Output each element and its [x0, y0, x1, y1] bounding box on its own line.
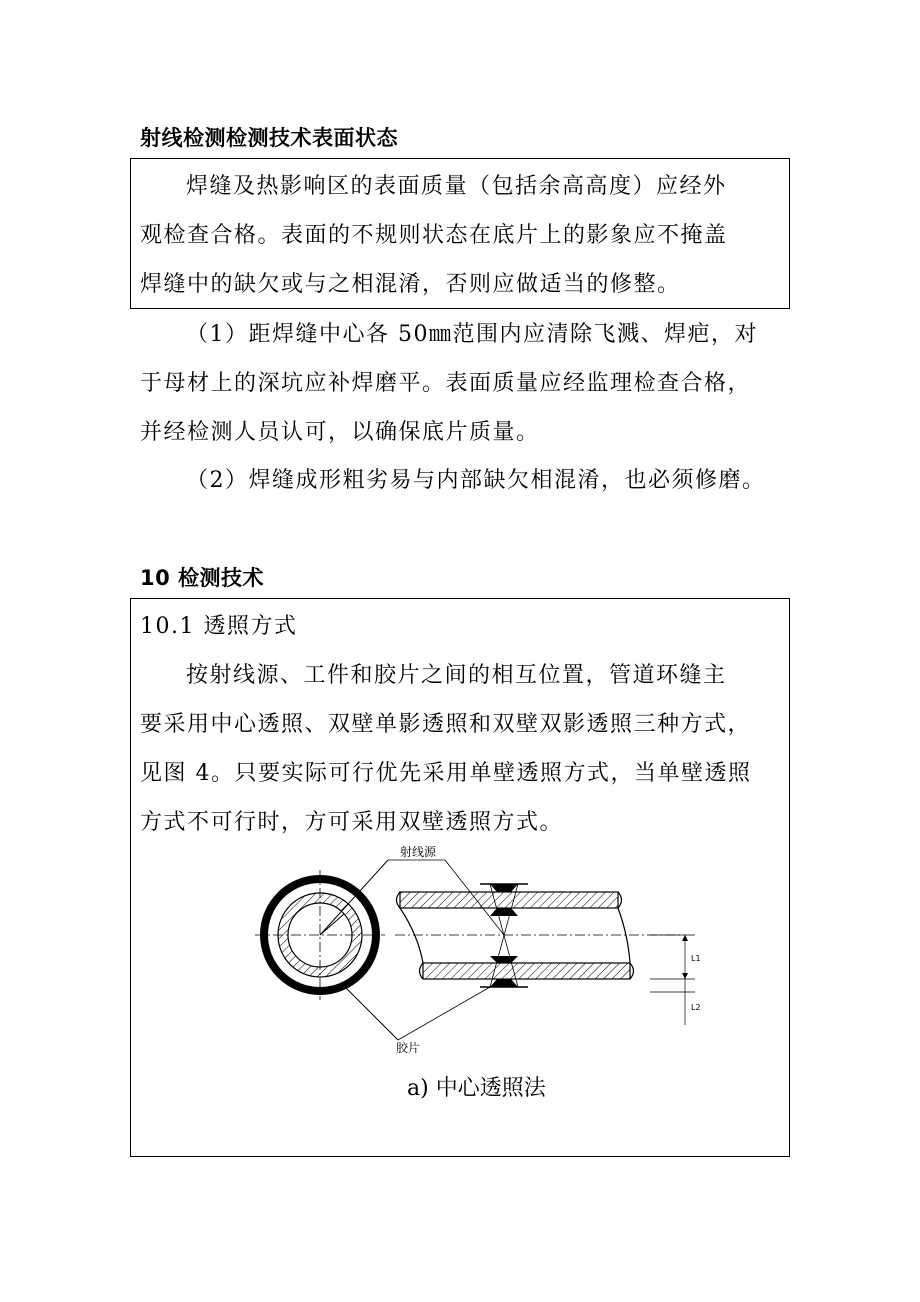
text-line: 要采用中心透照、双壁单影透照和双壁双影透照三种方式， — [140, 712, 752, 737]
subheading-10-1 — [140, 602, 297, 651]
text-line: 焊缝中的缺欠或与之相混淆，否则应做适当的修整。 — [140, 272, 681, 297]
dim-label-l2: L2 — [691, 1003, 701, 1012]
dimension-markers — [650, 935, 701, 1025]
item-1-text — [140, 310, 758, 457]
source-label: 射线源 — [400, 845, 437, 859]
text-line: （1）距焊缝中心各 50㎜范围内应清除飞溅、焊疤，对 — [186, 322, 758, 347]
pipe-longitudinal-section — [395, 860, 680, 1040]
text-line: 焊缝及热影响区的表面质量（包括余高高度）应经外 — [186, 174, 727, 199]
text-line: 并经检测人员认可，以确保底片质量。 — [140, 420, 540, 445]
text-line: 见图 4。只要实际可行优先采用单壁透照方式，当单壁透照 — [140, 761, 752, 786]
subheading-text: 10.1 透照方式 — [140, 614, 298, 639]
film-leader-line — [346, 988, 398, 1040]
transillumination-text — [140, 651, 752, 847]
film-label: 胶片 — [396, 1041, 421, 1055]
dim-label-l1: L1 — [691, 954, 701, 963]
text-line: （2）焊缝成形粗劣易与内部缺欠相混淆，也必须修磨。 — [186, 468, 766, 493]
section-heading-surface-state: 射线检测检测技术表面状态 — [140, 126, 398, 150]
item-2-text — [140, 456, 766, 505]
text-line: 方式不可行时，方可采用双壁透照方式。 — [140, 810, 564, 835]
surface-quality-text — [140, 162, 728, 309]
text-line: 观检查合格。表面的不规则状态在底片上的影象应不掩盖 — [140, 223, 728, 248]
text-line: 于母材上的深坑应补焊磨平。表面质量应经监理检查合格， — [140, 371, 752, 396]
figure-caption: a) 中心透照法 — [407, 1076, 546, 1101]
text-line: 按射线源、工件和胶片之间的相互位置，管道环缝主 — [186, 663, 727, 688]
central-exposure-diagram — [250, 840, 720, 1055]
section-heading-detection-technique: 10 检测技术 — [140, 566, 265, 590]
